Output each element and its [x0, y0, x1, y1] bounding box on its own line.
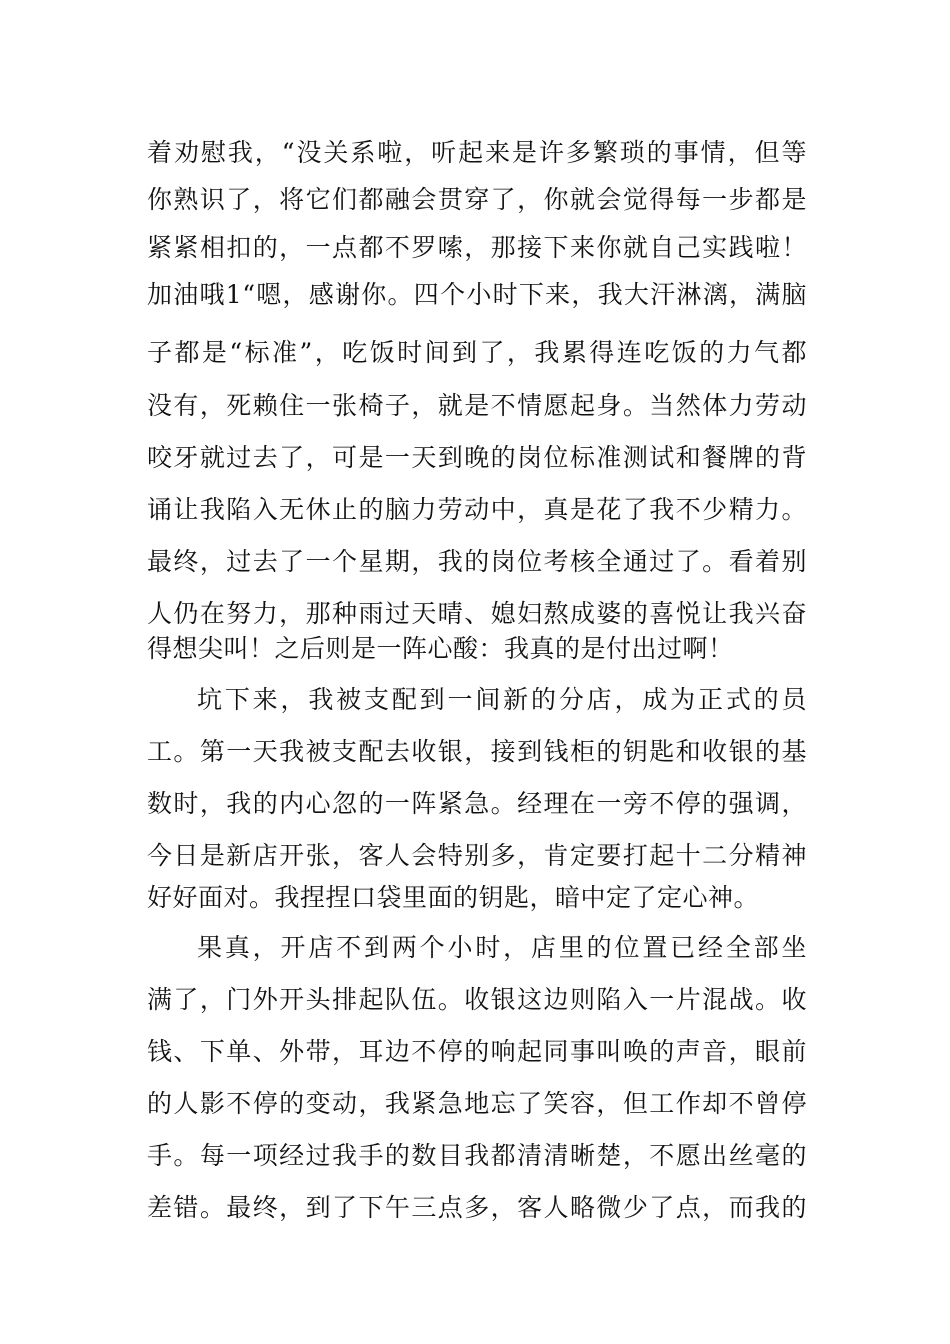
text-line: 加油哦1“嗯，感谢你。四个小时下来，我大汗淋漓，满脑: [147, 280, 807, 309]
paragraph-first-line: 坑下来，我被支配到一间新的分店，成为正式的员: [197, 685, 807, 714]
text-line: 工。第一天我被支配去收银，接到钱柜的钥匙和收银的基: [147, 737, 807, 766]
text-line: 差错。最终，到了下午三点多，客人略微少了点，而我的: [147, 1193, 807, 1222]
paragraph-first-line: 果真，开店不到两个小时，店里的位置已经全部坐: [197, 933, 807, 962]
text-line: 人仍在努力，那种雨过天晴、媳妇熬成婆的喜悦让我兴奋: [147, 599, 807, 628]
text-line: 紧紧相扣的，一点都不罗嗦，那接下来你就自己实践啦！: [147, 233, 807, 262]
text-line: 你熟识了，将它们都融会贯穿了，你就会觉得每一步都是: [147, 185, 807, 214]
text-line: 今日是新店开张，客人会特别多，肯定要打起十二分精神: [147, 841, 807, 870]
text-line: 咬牙就过去了，可是一天到晚的岗位标准测试和餐牌的背: [147, 443, 807, 472]
text-line: 钱、下单、外带，耳边不停的响起同事叫唤的声音，眼前: [147, 1037, 807, 1066]
text-line: 诵让我陷入无休止的脑力劳动中，真是花了我不少精力。: [147, 495, 807, 524]
text-line: 数时，我的内心忽的一阵紧急。经理在一旁不停的强调，: [147, 789, 807, 818]
text-line: 好好面对。我捏捏口袋里面的钥匙，暗中定了定心神。: [147, 883, 760, 912]
text-line: 得想尖叫！之后则是一阵心酸：我真的是付出过啊！: [147, 634, 734, 663]
text-line: 的人影不停的变动，我紧急地忘了笑容，但工作却不曾停: [147, 1089, 807, 1118]
text-line: 着劝慰我，“没关系啦，听起来是许多繁琐的事情，但等: [147, 138, 807, 167]
text-line: 没有，死赖住一张椅子，就是不情愿起身。当然体力劳动: [147, 391, 807, 420]
text-line: 子都是“标准”，吃饭时间到了，我累得连吃饭的力气都: [147, 338, 807, 367]
text-line: 最终，过去了一个星期，我的岗位考核全通过了。看着别: [147, 547, 807, 576]
text-line: 满了，门外开头排起队伍。收银这边则陷入一片混战。收: [147, 985, 807, 1014]
text-line: 手。每一项经过我手的数目我都清清晰楚，不愿出丝毫的: [147, 1141, 807, 1170]
